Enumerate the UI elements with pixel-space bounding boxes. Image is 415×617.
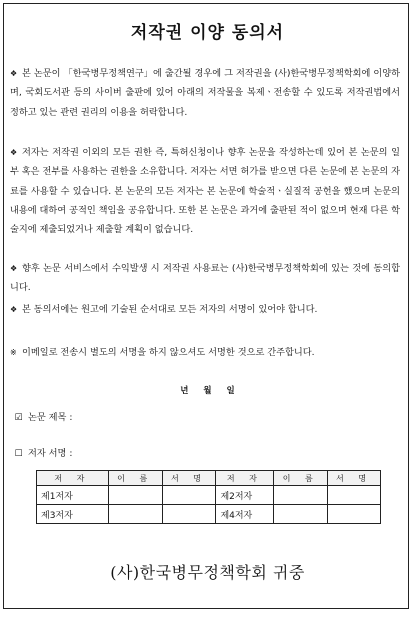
reference-mark-icon: ※ <box>10 348 17 357</box>
paper-title-label: 논문 제목 : <box>28 412 73 423</box>
diamond-bullet-icon: ❖ <box>10 305 18 314</box>
header-author: 저 자 <box>216 471 274 486</box>
empty-box-icon[interactable]: ☐ <box>14 449 23 459</box>
table-header-row <box>37 471 381 486</box>
clause-2 <box>10 143 400 239</box>
clause-1-text: 본 논문이 「한국병무정책연구」에 출간될 경우에 그 저작권을 (사)한국병무정책학회에 이양하며, 국회도서관 등의 사이버 출판에 있어 아래의 저작물을 복제ㆍ전송할 수 있도록 저작권법에서 정하고 있는 관련 권리의 이용을 허락합니다. <box>10 68 400 118</box>
signature-field[interactable] <box>14 445 72 459</box>
header-name: 이 름 <box>274 471 328 486</box>
signature-cell[interactable] <box>162 505 216 524</box>
clause-2-text: 저자는 저작권 이외의 모든 권한 즉, 특허신청이나 향후 논문을 작성하는데 있어 본 논문의 일부 혹은 전부를 사용하는 권한을 소유합니다. 저자는 서면 허가를 받으면 다른 논문에 본 논문의 자료를 사용할 수 있습니다. 본 논문의 모든 저자는 본 논문에 학술적ㆍ실질적 공헌을 했으며 논문의 내용에 대하여 공적인 책임을 공유합니다. 또한 본 논문은 과거에 출판된 적이 없으며 현재 다른 학술지에 제출되었거나 제출할 계획이 없습니다. <box>10 147 400 236</box>
name-cell[interactable] <box>108 486 162 505</box>
header-signature: 서 명 <box>328 471 381 486</box>
document-title: 저작권 이양 동의서 <box>130 23 285 43</box>
date-line: 년 월 일 <box>180 386 235 396</box>
note-line <box>10 343 400 362</box>
clause-1 <box>10 64 400 122</box>
author-role-cell: 제1저자 <box>37 486 109 505</box>
paper-title-field[interactable] <box>14 409 72 423</box>
signature-cell[interactable] <box>328 505 381 524</box>
header-author: 저 자 <box>37 471 109 486</box>
recipient-footer: (사)한국병무정책학회 귀중 <box>110 563 305 582</box>
clause-3 <box>10 259 400 298</box>
signature-label: 저자 서명 : <box>28 448 73 459</box>
signature-cell[interactable] <box>328 486 381 505</box>
name-cell[interactable] <box>274 505 328 524</box>
name-cell[interactable] <box>108 505 162 524</box>
clause-4-text: 본 동의서에는 원고에 기술된 순서대로 모든 저자의 서명이 있어야 합니다. <box>22 304 318 315</box>
name-cell[interactable] <box>274 486 328 505</box>
diamond-bullet-icon: ❖ <box>10 264 18 273</box>
author-role-cell: 제3저자 <box>37 505 109 524</box>
note-text: 이메일로 전송시 별도의 서명을 하지 않으셔도 서명한 것으로 간주합니다. <box>22 347 315 358</box>
table-row <box>37 486 381 505</box>
table-row <box>37 505 381 524</box>
signature-cell[interactable] <box>162 486 216 505</box>
clause-4 <box>10 300 400 319</box>
header-signature: 서 명 <box>162 471 216 486</box>
author-signature-table <box>36 470 381 524</box>
checked-box-icon[interactable]: ☑ <box>14 413 23 423</box>
diamond-bullet-icon: ❖ <box>10 148 18 157</box>
diamond-bullet-icon: ❖ <box>10 69 18 78</box>
author-role-cell: 제4저자 <box>216 505 274 524</box>
author-role-cell: 제2저자 <box>216 486 274 505</box>
header-name: 이 름 <box>108 471 162 486</box>
clause-3-text: 향후 논문 서비스에서 수익발생 시 저작권 사용료는 (사)한국병무정책학회에 있는 것에 동의합니다. <box>10 263 400 294</box>
